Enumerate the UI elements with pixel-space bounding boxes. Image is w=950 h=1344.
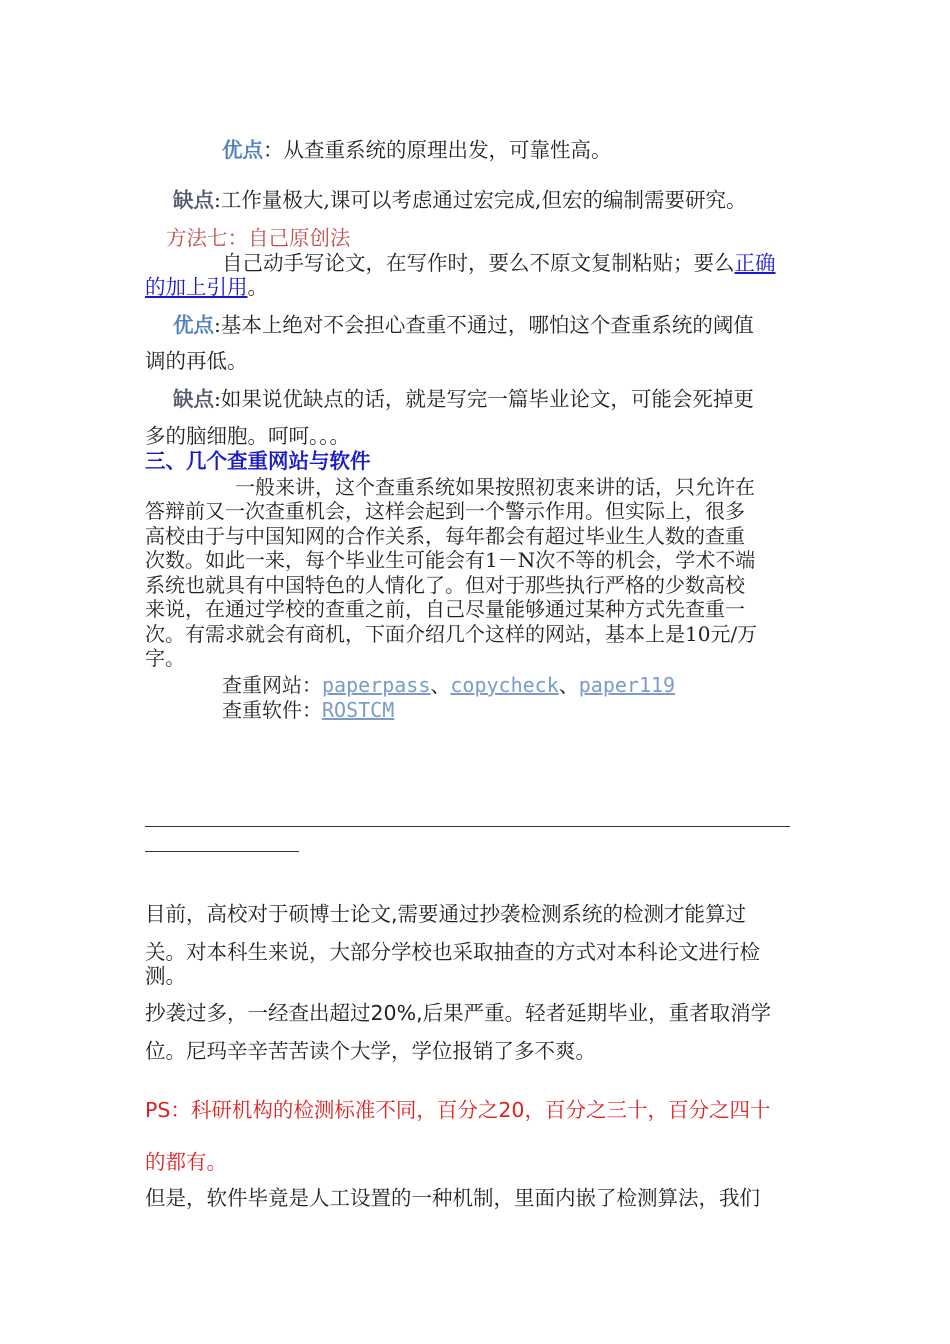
divider-line-short [145,851,299,852]
footer-p1-line1: 目前，高校对于硕博士论文,需要通过抄袭检测系统的检测才能算过 [145,902,747,926]
section3-para-line: 来说，在通过学校的查重之前，自己尽量能够通过某种方式先查重一 [145,597,745,621]
site-separator: 、 [558,673,579,697]
site-separator: 、 [430,673,451,697]
footer-p2-line1: 抄袭过多，一经查出超过20%,后果严重。轻者延期毕业，重者取消学 [145,1001,772,1025]
sites-row [222,673,675,697]
footer-p2-line2: 位。尼玛辛辛苦苦读个大学，学位报销了多不爽。 [145,1039,596,1063]
con-text-2: :如果说优缺点的话，就是写完一篇毕业论文，可能会死掉更 [214,387,754,411]
section3-para-line: 一般来讲，这个查重系统如果按照初衷来讲的话，只允许在 [235,475,755,499]
footer-p1-line2: 关。对本科生来说，大部分学校也采取抽查的方式对本科论文进行检 [145,940,760,964]
section3-para-line: 字。 [145,646,185,670]
footer-p1-line3: 测。 [145,964,186,988]
footer-p3-line1: 但是，软件毕竟是人工设置的一种机制，里面内嵌了检测算法，我们 [145,1186,760,1210]
con-paragraph [173,187,746,213]
site-link-paperpass[interactable]: paperpass [322,673,431,697]
ps-line1: PS：科研机构的检测标准不同，百分之20，百分之三十，百分之四十 [145,1098,771,1122]
con-label-2: 缺点 [173,387,214,411]
sites-label: 查重网站： [222,673,322,697]
con-text: :工作量极大,课可以考虑通过宏完成,但宏的编制需要研究。 [214,188,747,212]
ps-line2: 的都有。 [145,1150,227,1174]
section3-para-line: 次数。如此一来，每个毕业生可能会有1－N次不等的机会，学术不端 [145,548,756,572]
method7-con-line1 [173,386,754,412]
pro-text: ：从查重系统的原理出发，可靠性高。 [263,138,612,162]
method7-heading: 方法七：自己原创法 [166,226,351,250]
citation-link[interactable]: 正确 [734,251,776,275]
section3-para-line: 高校由于与中国知网的合作关系，每年都会有超过毕业生人数的查重 [145,524,745,548]
method7-line2 [145,274,268,300]
method7-con-line2: 多的脑细胞。呵呵。。。 [145,424,350,448]
method7-text: 自己动手写论文，在写作时，要么不原文复制粘贴；要么 [222,251,735,275]
method7-line1 [222,250,776,276]
software-link-rostcm[interactable]: ROSTCM [322,698,395,722]
site-link-copycheck[interactable]: copycheck [450,673,559,697]
section3-para-line: 次。有需求就会有商机，下面介绍几个这样的网站，基本上是10元/万 [145,622,758,646]
con-label: 缺点 [173,188,214,212]
software-label: 查重软件： [222,698,322,722]
method7-pro-line2: 调的再低。 [145,349,248,373]
citation-link-continued[interactable]: 的加上引用 [145,275,248,299]
pro-paragraph [222,137,612,163]
method7-tail: 。 [247,275,268,299]
section3-para-line: 系统也就具有中国特色的人情化了。但对于那些执行严格的少数高校 [145,573,745,597]
method7-pro-line1 [173,312,754,338]
pro-label: 优点 [222,138,263,162]
pro-label-2: 优点 [173,313,214,337]
section3-para-line: 答辩前又一次查重机会，这样会起到一个警示作用。但实际上，很多 [145,499,745,523]
divider-line [145,826,790,827]
section3-heading: 三、几个查重网站与软件 [145,449,371,473]
pro-text-2: :基本上绝对不会担心查重不通过，哪怕这个查重系统的阈值 [214,313,754,337]
site-link-paper119[interactable]: paper119 [578,673,676,697]
software-row [222,698,394,722]
